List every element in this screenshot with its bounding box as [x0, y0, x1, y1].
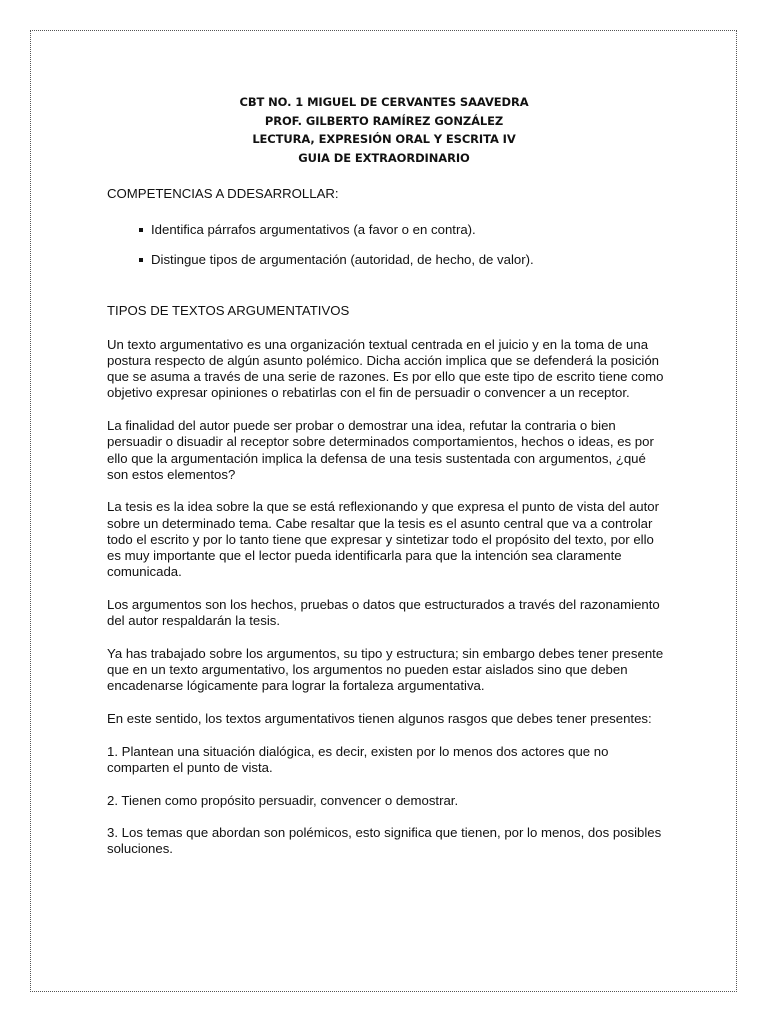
- course-name: LECTURA, EXPRESIÓN ORAL Y ESCRITA IV: [252, 132, 516, 147]
- list-item: [139, 222, 667, 238]
- list-item-text: Distingue tipos de argumentación (autoridad, de hecho, de valor).: [151, 252, 534, 268]
- bullet-icon: [139, 258, 143, 262]
- paragraph: La finalidad del autor puede ser probar o demostrar una idea, refutar la contraria o bien persuadir o disuadir al receptor sobre determinados comportamientos, hechos o ideas, es por ello que la argumentación implica la defensa de una tesis sustentada con argumentos, ¿qué son estos elementos?: [107, 418, 654, 482]
- paragraph: Un texto argumentativo es una organización textual centrada en el juicio y en la toma de una postura respecto de algún asunto polémico. Dicha acción implica que se defenderá la posición que se asuma a través de una serie de razones. Es por ello que este tipo de escrito tiene como objetivo expresar opiniones o rebatirlas con el fin de persuadir o convencer a un receptor.: [107, 336, 664, 401]
- section-title: TIPOS DE TEXTOS ARGUMENTATIVOS: [107, 302, 350, 318]
- paragraph: En este sentido, los textos argumentativos tienen algunos rasgos que debes tener presentes:: [107, 710, 652, 726]
- teacher-name: PROF. GILBERTO RAMÍREZ GONZÁLEZ: [264, 113, 504, 128]
- list-item: [139, 252, 667, 268]
- paragraph: La tesis es la idea sobre la que se está reflexionando y que expresa el punto de vista del autor sobre un determinado tema. Cabe resaltar que la tesis es el asunto central que va a controlar todo el escrito y por lo tanto tiene que expresar y sintetizar todo el propósito del texto, por ello es muy importante que el lector pueda identificarla para que la intención sea claramente comunicada.: [107, 499, 660, 580]
- paragraph: 1. Plantean una situación dialógica, es decir, existen por lo menos dos actores que no comparten el punto de vista.: [107, 743, 609, 775]
- paragraph: 2. Tienen como propósito persuadir, convencer o demostrar.: [107, 792, 459, 808]
- competencias-list: [107, 222, 667, 268]
- paragraph: 3. Los temas que abordan son polémicos, esto significa que tienen, por lo menos, dos posibles soluciones.: [107, 825, 662, 857]
- bullet-icon: [139, 228, 143, 232]
- paragraph: Ya has trabajado sobre los argumentos, su tipo y estructura; sin embargo debes tener presente que en un texto argumentativo, los argumentos no pueden estar aislados sino que deben encadenarse lógicamente para lograr la fortaleza argumentativa.: [107, 645, 664, 694]
- document-title: GUIA DE EXTRAORDINARIO: [298, 151, 470, 166]
- list-item-text: Identifica párrafos argumentativos (a favor o en contra).: [151, 222, 476, 238]
- school-name: CBT NO. 1 MIGUEL DE CERVANTES SAAVEDRA: [239, 95, 529, 109]
- document-body: [107, 186, 667, 874]
- paragraph: Los argumentos son los hechos, pruebas o datos que estructurados a través del razonamiento del autor respaldarán la tesis.: [107, 596, 660, 629]
- document-header: [0, 93, 768, 168]
- competencias-heading: COMPETENCIAS A DDESARROLLAR:: [107, 186, 339, 201]
